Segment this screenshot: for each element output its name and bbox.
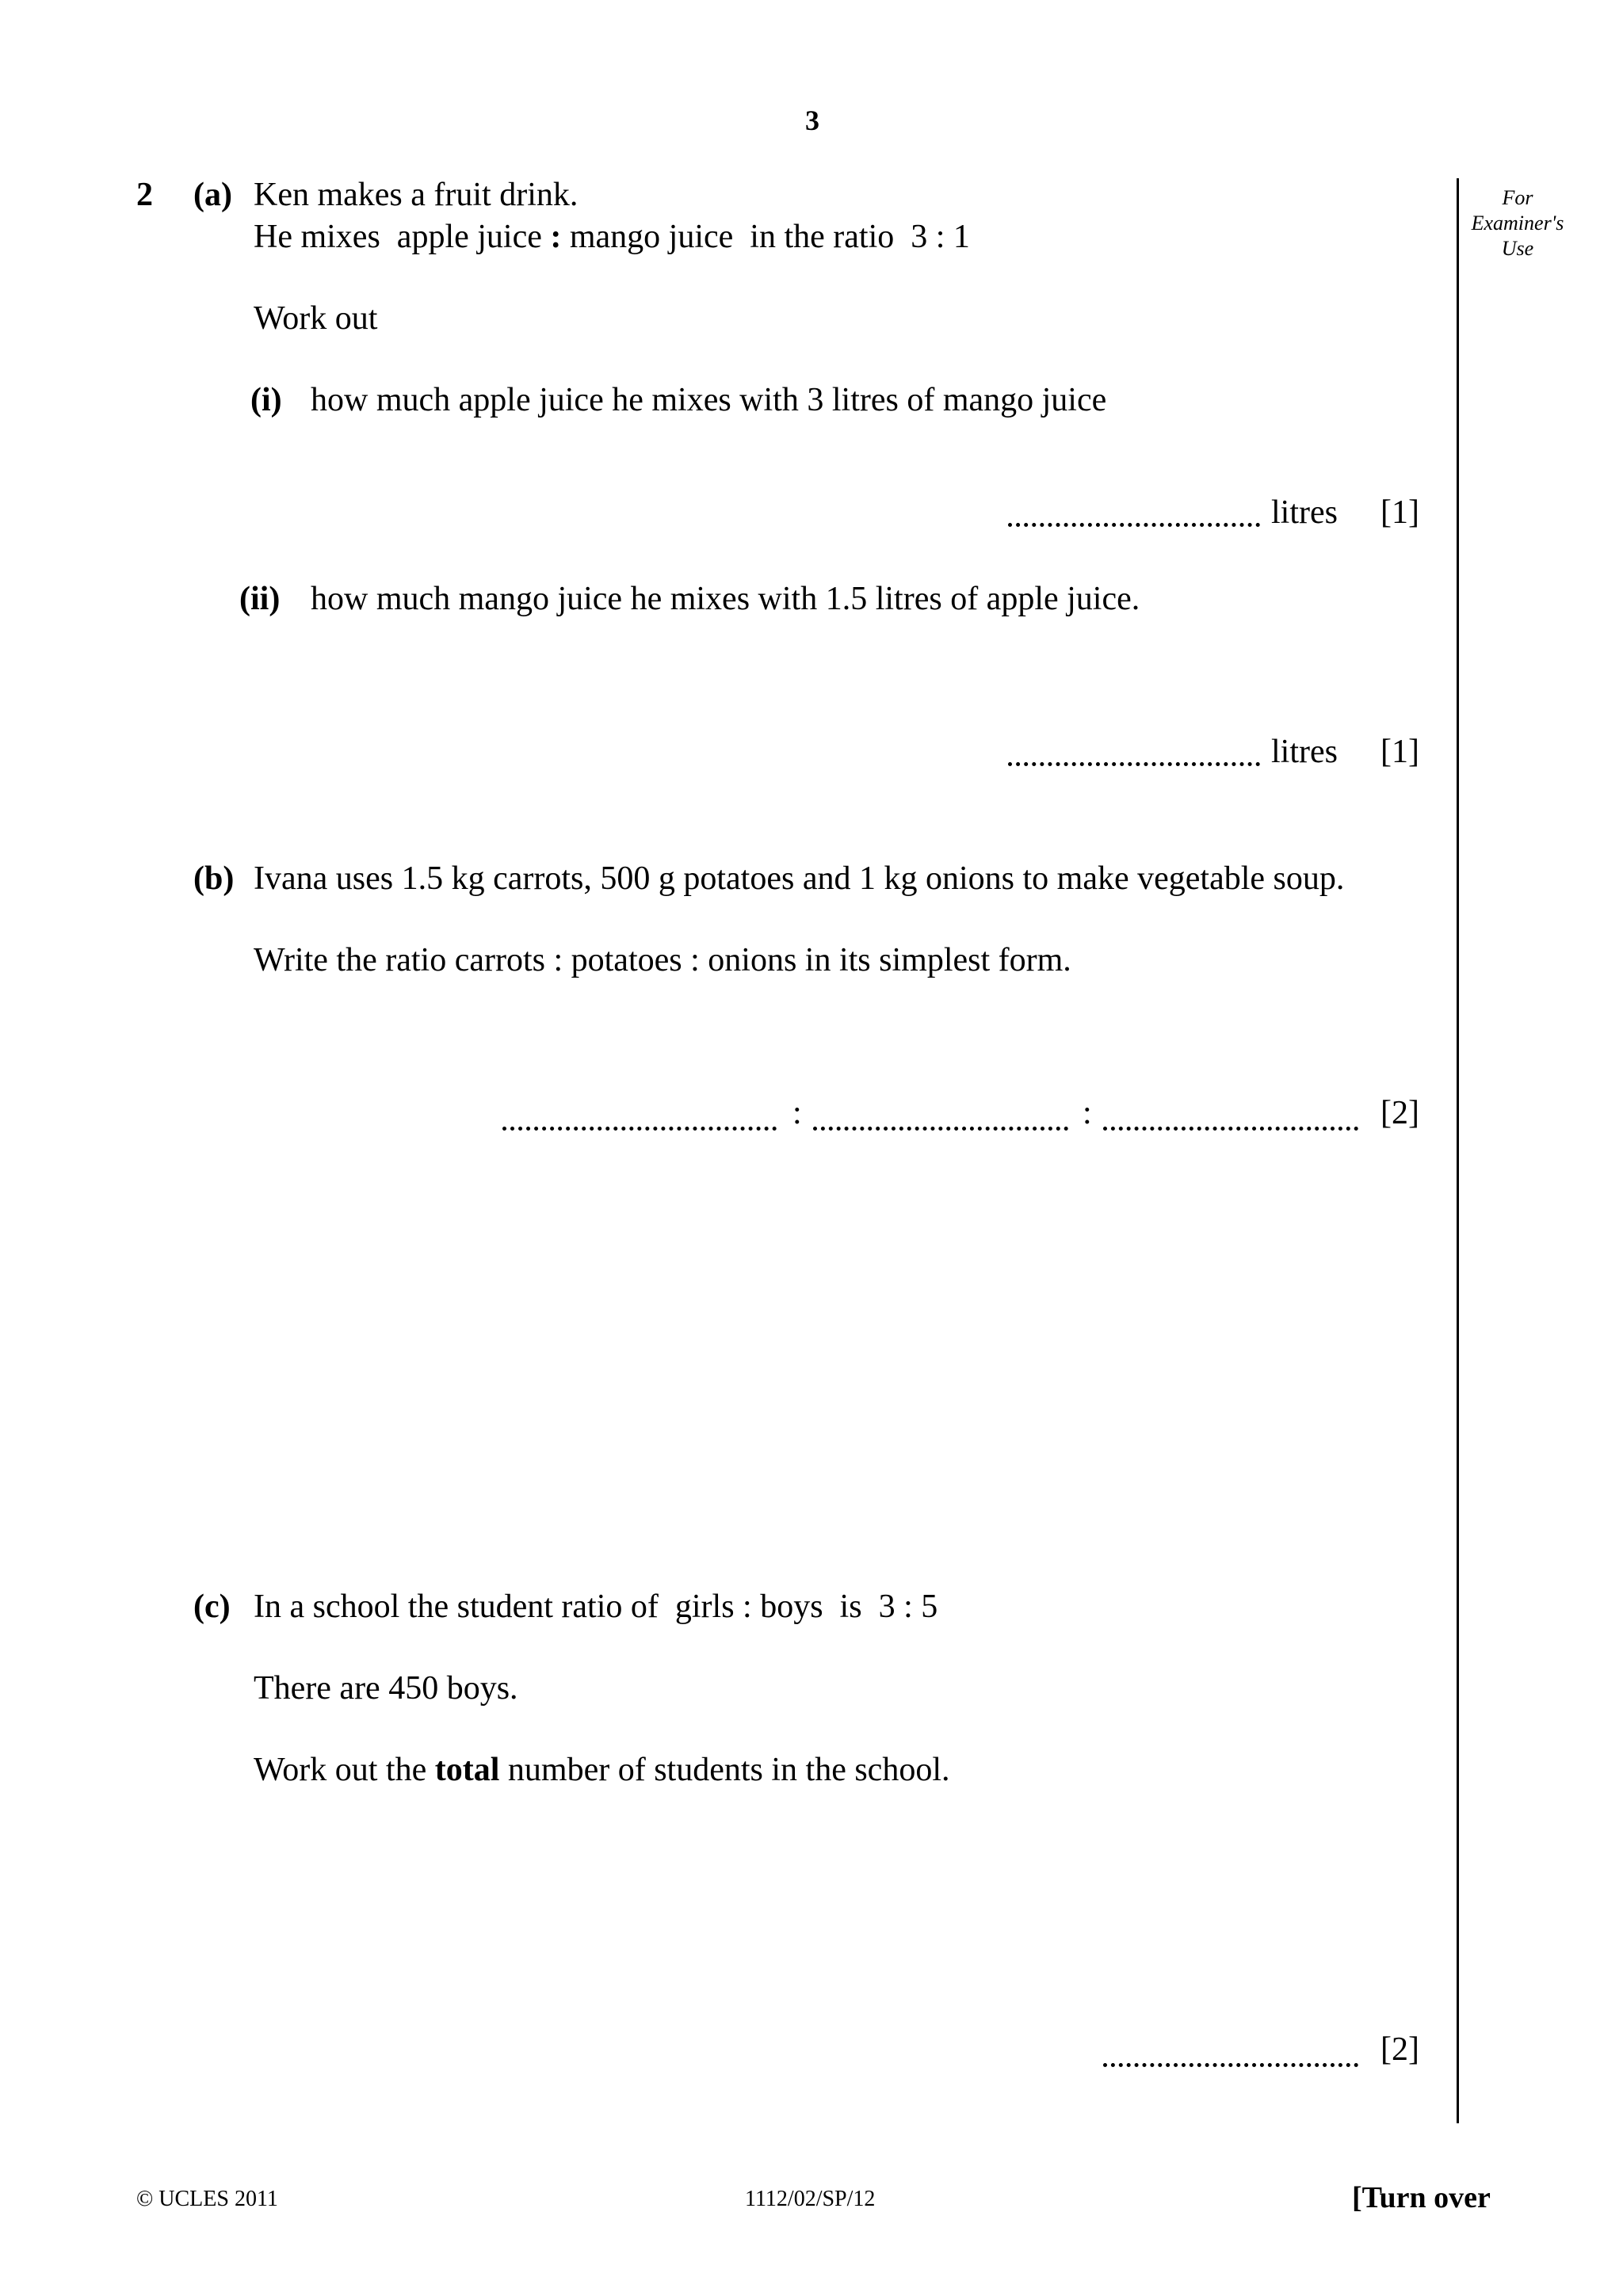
sub-ii-text: how much mango juice he mixes with 1.5 litres of apple juice.: [311, 581, 1140, 617]
sub-ii-label: (ii): [239, 581, 281, 617]
part-b-separator-2: :: [1083, 1095, 1092, 1131]
sub-i-answer-line[interactable]: [1008, 523, 1260, 527]
part-c-line-2: There are 450 boys.: [254, 1670, 518, 1707]
examiner-margin-line: [1457, 178, 1459, 2123]
part-c-answer-line[interactable]: [1103, 2063, 1358, 2067]
part-a-instruction: Work out: [254, 300, 378, 337]
footer-copyright: © UCLES 2011: [136, 2187, 278, 2211]
sub-ii-unit: litres: [1271, 734, 1338, 770]
footer-turn-over: [Turn over: [1352, 2181, 1491, 2214]
part-c-line-3-prefix: Work out the: [254, 1752, 435, 1788]
page-number: 3: [805, 105, 819, 136]
part-b-marks: [2]: [1381, 1095, 1419, 1131]
part-b-answer-onions[interactable]: [1103, 1127, 1358, 1131]
sub-i-marks: [1]: [1381, 494, 1419, 531]
sub-i-label: (i): [250, 382, 282, 418]
sub-ii-answer-line[interactable]: [1008, 762, 1260, 766]
part-a-ratio-colon: :: [550, 219, 562, 255]
part-c-line-3: [254, 1753, 950, 1787]
part-c-line-3-bold: total: [434, 1752, 500, 1788]
part-a-line-2-suffix: mango juice in the ratio 3 : 1: [561, 219, 970, 255]
part-a-line-1: Ken makes a fruit drink.: [254, 177, 579, 213]
part-c-label: (c): [193, 1589, 231, 1625]
sub-ii-marks: [1]: [1381, 734, 1419, 770]
part-a-label: (a): [193, 177, 232, 213]
examiner-line-3: Use: [1501, 237, 1534, 260]
footer-paper-code: 1112/02/SP/12: [745, 2187, 876, 2211]
part-b-label: (b): [193, 860, 235, 897]
part-b-separator-1: :: [792, 1095, 802, 1131]
part-a-line-2: [254, 220, 970, 254]
part-b-line-2: Write the ratio carrots : potatoes : onions in its simplest form.: [254, 942, 1071, 978]
part-c-marks: [2]: [1381, 2031, 1419, 2068]
part-b-answer-carrots[interactable]: [502, 1127, 777, 1131]
sub-i-text: how much apple juice he mixes with 3 litres of mango juice: [311, 382, 1107, 418]
part-b-line-1: Ivana uses 1.5 kg carrots, 500 g potatoes and 1 kg onions to make vegetable soup.: [254, 860, 1345, 897]
part-a-line-2-prefix: He mixes apple juice: [254, 219, 551, 255]
part-c-line-3-suffix: number of students in the school.: [499, 1752, 950, 1788]
question-number: 2: [136, 177, 153, 213]
examiner-line-1: For: [1502, 186, 1533, 209]
part-c-line-1: In a school the student ratio of girls : boys is 3 : 5: [254, 1589, 938, 1625]
examiner-line-2: Examiner's: [1471, 212, 1564, 235]
part-b-answer-potatoes[interactable]: [813, 1127, 1068, 1131]
sub-i-unit: litres: [1271, 494, 1338, 531]
examiner-use-label: [1458, 185, 1577, 261]
